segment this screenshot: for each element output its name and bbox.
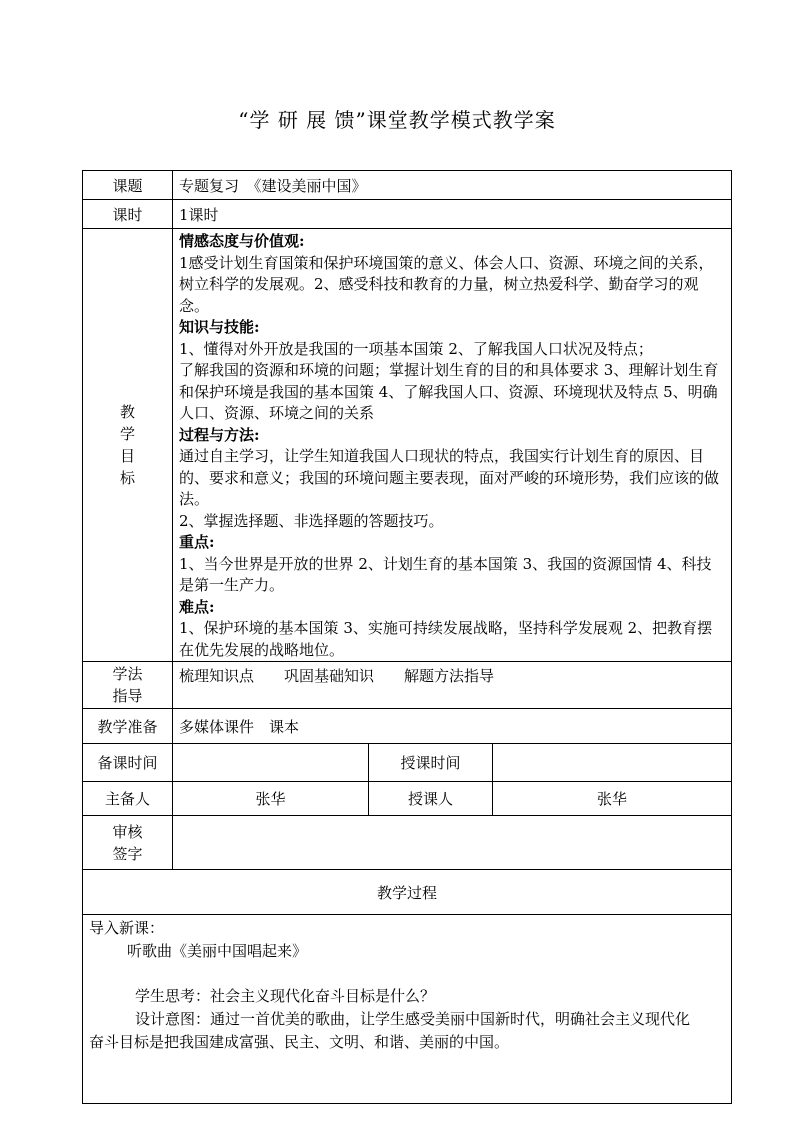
process-content xyxy=(83,915,732,1104)
goals-text: 1、保护环境的基本国策 3、实施可持续发展战略，坚持科学发展观 2、把教育摆在优先发展的战略地位。 xyxy=(179,619,713,659)
process-header: 教学过程 xyxy=(83,870,732,915)
lesson-time-value xyxy=(493,744,732,782)
intro-song: 听歌曲《美丽中国唱起来》 xyxy=(127,942,308,960)
topic-row xyxy=(83,171,732,200)
goals-text: 1、懂得对外开放是我国的一项基本国策 2、了解我国人口状况及特点； xyxy=(179,339,653,358)
prep-label: 教学准备 xyxy=(83,709,173,744)
lesson-time-label: 授课时间 xyxy=(369,744,493,782)
goals-label-char: 目 xyxy=(119,447,135,465)
period-row xyxy=(83,200,732,229)
goals-label xyxy=(83,229,173,662)
goals-text: 1、当今世界是开放的世界 2、计划生育的基本国策 3、我国的资源国情 4、科技是第一生产力。 xyxy=(179,554,712,594)
student-question: 学生思考：社会主义现代化奋斗目标是什么？ xyxy=(135,987,436,1005)
intro-label: 导入新课： xyxy=(89,919,165,937)
spacer xyxy=(89,963,725,985)
people-row xyxy=(83,782,732,816)
goals-heading-key-points: 重点: xyxy=(179,533,215,551)
method-value: 梳理知识点 巩固基础知识 解题方法指导 xyxy=(173,662,732,709)
prep-time-value xyxy=(173,744,369,782)
main-preparer-label: 主备人 xyxy=(83,782,173,816)
review-label xyxy=(83,816,173,870)
process-header-row xyxy=(83,870,732,915)
design-intent: 设计意图：通过一首优美的歌曲，让学生感受美丽中国新时代，明确社会主义现代化 xyxy=(135,1010,691,1028)
goals-label-char: 教 xyxy=(119,403,135,421)
topic-value: 专题复习 《建设美丽中国》 xyxy=(173,171,732,200)
page-title: “学 研 展 馈”课堂教学模式教学案 xyxy=(238,108,556,132)
method-label xyxy=(83,662,173,709)
goals-content xyxy=(173,229,732,662)
prep-row xyxy=(83,709,732,744)
prep-time-label: 备课时间 xyxy=(83,744,173,782)
method-label-line: 指导 xyxy=(112,687,143,705)
goals-heading-attitude: 情感态度与价值观: xyxy=(179,232,305,250)
goals-heading-difficulties: 难点: xyxy=(179,597,215,616)
method-label-line: 学法 xyxy=(112,665,143,683)
period-label: 课时 xyxy=(83,200,173,229)
goals-text: 1感受计划生育国策和保护环境国策的意义、体会人口、资源、环境之间的关系，树立科学的发展观。2、感受科技和教育的力量，树立热爱科学、勤奋学习的观念。 xyxy=(179,253,714,315)
review-value xyxy=(173,816,732,870)
goals-label-char: 学 xyxy=(119,425,135,443)
teacher-label: 授课人 xyxy=(369,782,493,816)
teacher-value: 张华 xyxy=(493,782,732,816)
process-row xyxy=(83,915,732,1104)
review-label-line: 签字 xyxy=(112,844,143,863)
goals-heading-process: 过程与方法: xyxy=(179,425,260,444)
review-label-line: 审核 xyxy=(112,822,143,841)
method-row xyxy=(83,662,732,709)
time-row xyxy=(83,744,732,782)
review-row xyxy=(83,816,732,870)
goals-row xyxy=(83,229,732,662)
goals-text: 2、掌握选择题、非选择题的答题技巧。 xyxy=(179,511,444,530)
period-value: 1课时 xyxy=(173,200,732,229)
goals-text: 通过自主学习，让学生知道我国人口现状的特点，我国实行计划生育的原因、目的、要求和意义；我国的环境问题主要表现，面对严峻的环境形势，我们应该的做法。 xyxy=(179,447,720,508)
prep-value: 多媒体课件 课本 xyxy=(173,709,732,744)
topic-label: 课题 xyxy=(83,171,173,200)
design-intent-continued: 奋斗目标是把我国建成富强、民主、文明、和谐、美丽的中国。 xyxy=(89,1033,510,1051)
goals-text: 了解我国的资源和环境的问题；掌握计划生育的目的和具体要求 3、理解计划生育和保护环境是我国的基本国策 4、了解我国人口、资源、环境现状及特点 5、明确人口、资源、环境之间的关系 xyxy=(179,361,719,422)
lesson-plan-table xyxy=(82,170,732,1104)
main-preparer-value: 张华 xyxy=(173,782,369,816)
goals-label-char: 标 xyxy=(119,469,135,487)
goals-heading-knowledge: 知识与技能: xyxy=(179,318,260,336)
